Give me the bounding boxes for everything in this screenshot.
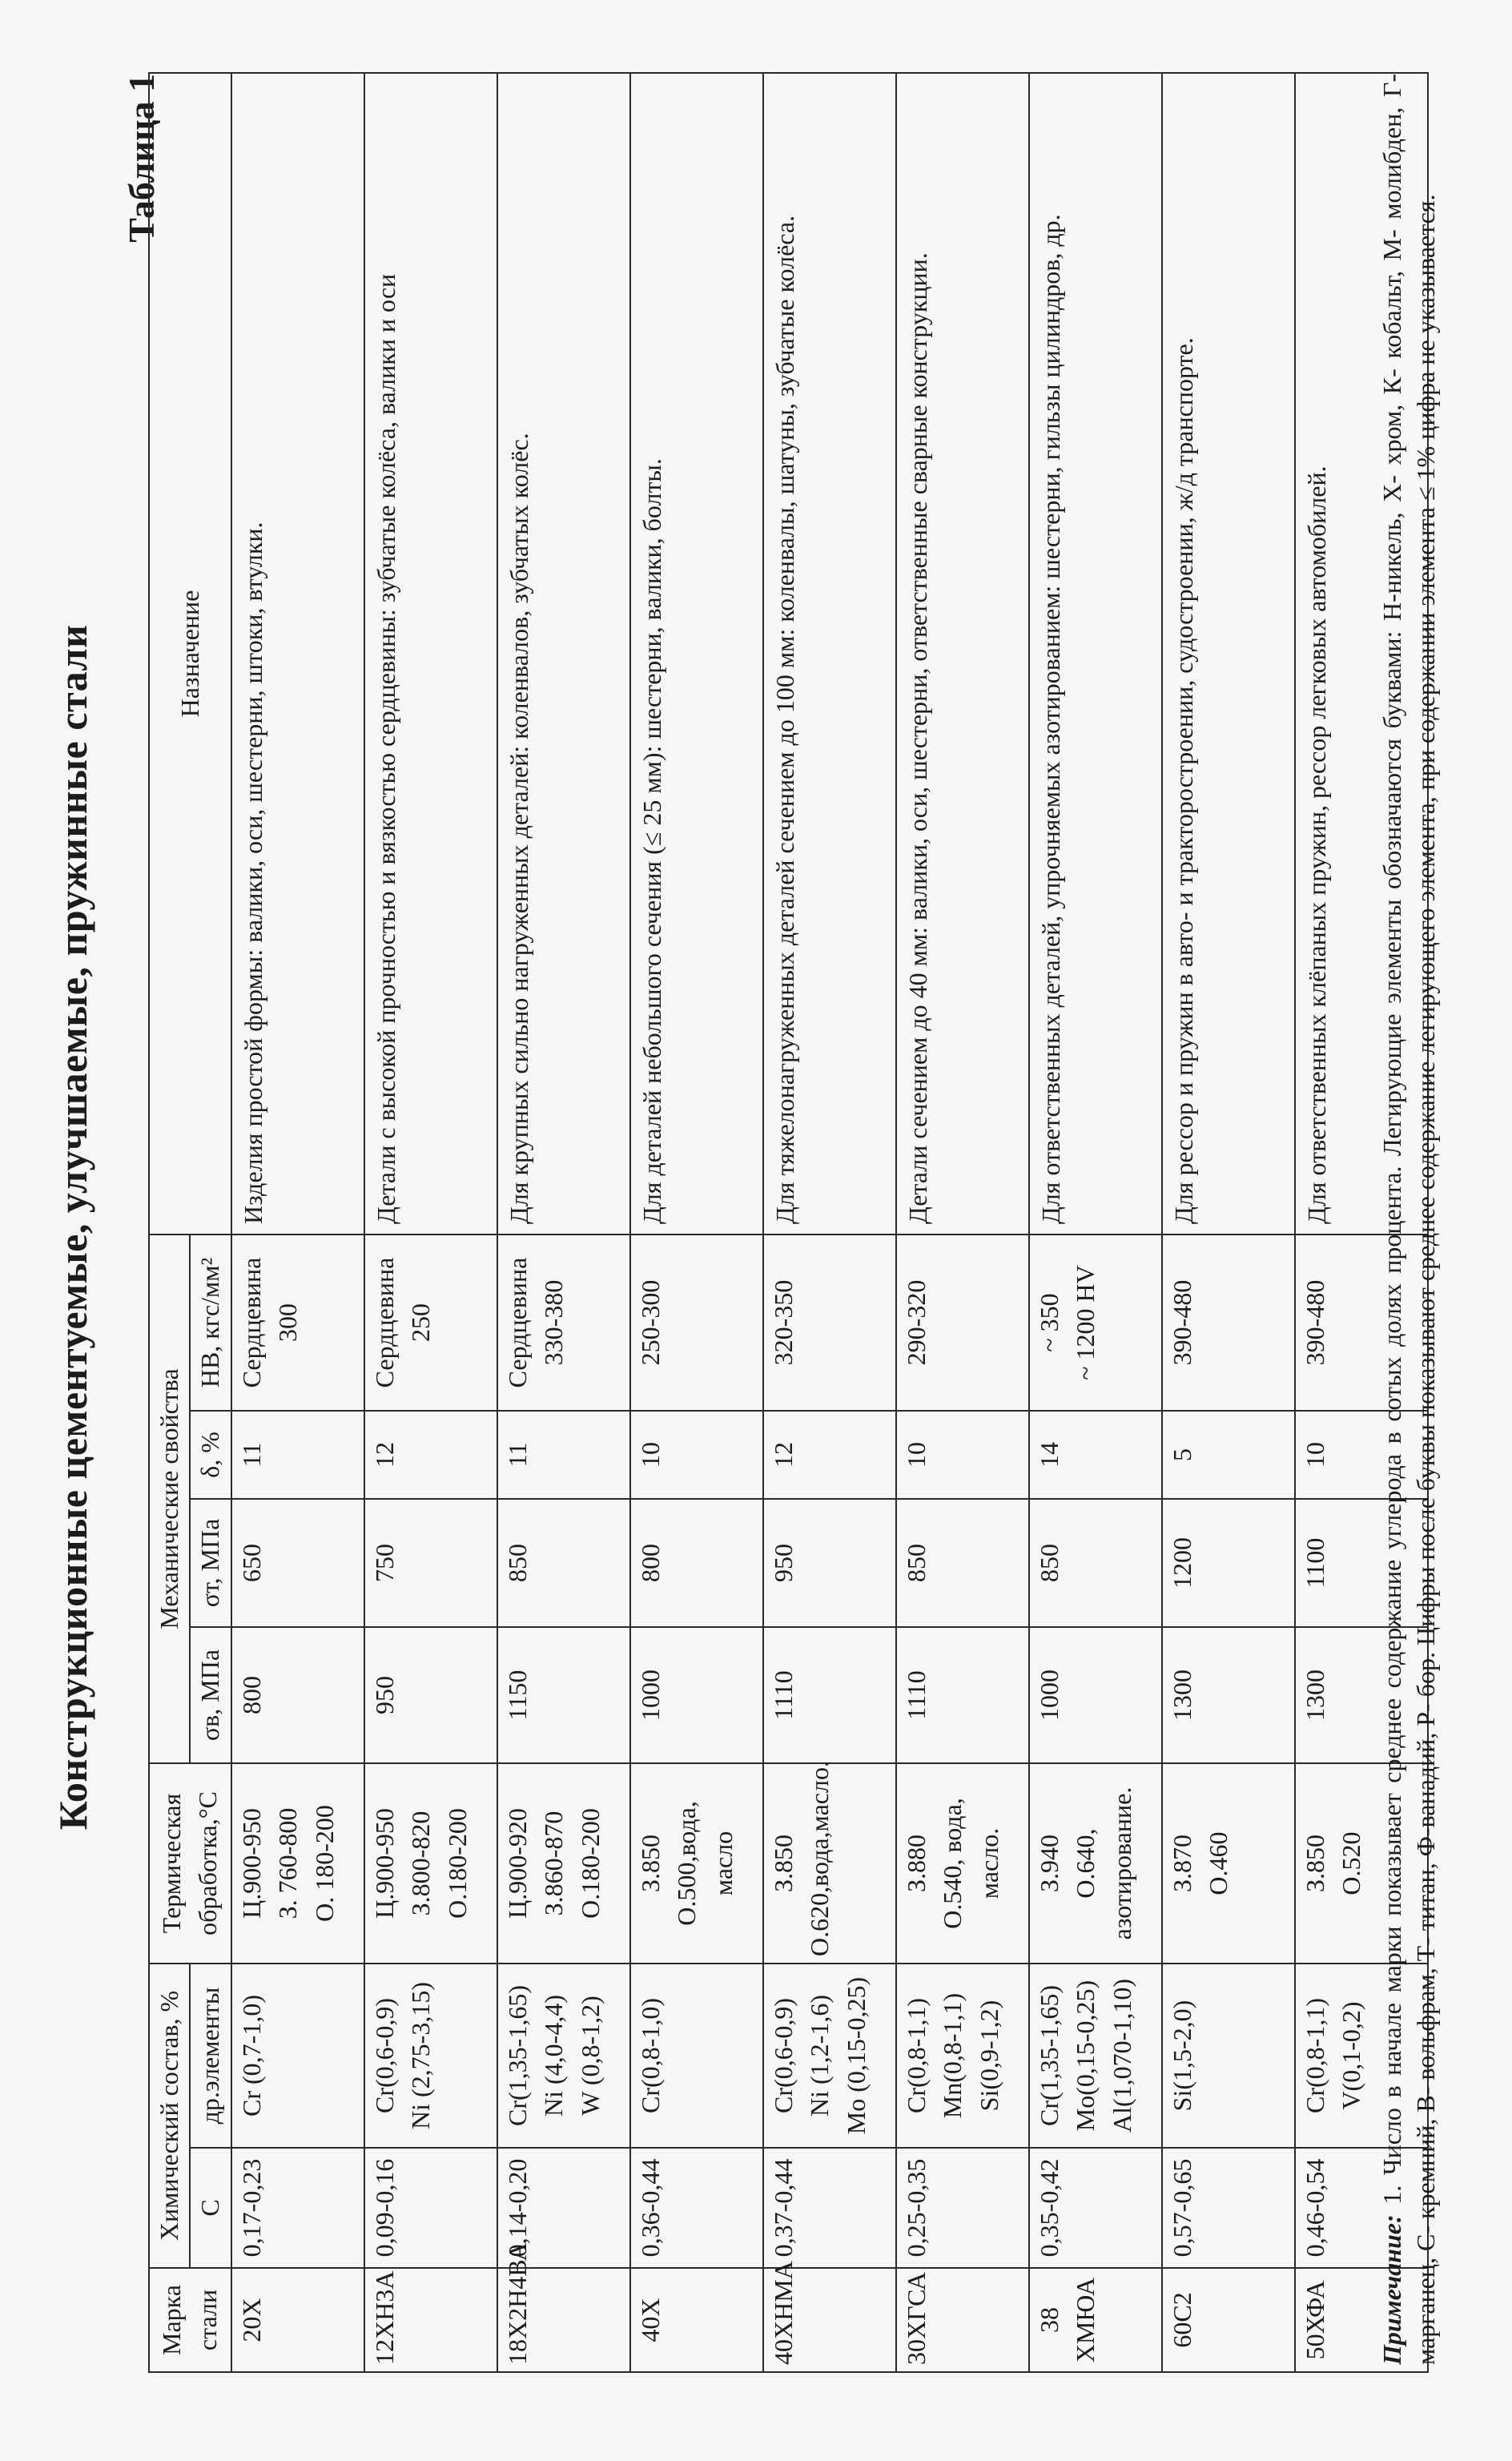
cell-hardness <box>231 1235 364 1411</box>
cell-grade: 40Х <box>630 2268 763 2372</box>
cell-yield-strength: 950 <box>763 1499 896 1627</box>
cell-hardness <box>763 1235 896 1411</box>
cell-grade: 60С2 <box>1162 2268 1295 2372</box>
cell-carbon: 0,36-0,44 <box>630 2148 763 2268</box>
header-mechanical-properties: Механические свойства <box>149 1235 190 1763</box>
cell-elongation: 5 <box>1162 1411 1295 1499</box>
header-purpose: Назначение <box>149 73 231 1235</box>
cell-heat-treatment-line: О.500,вода, <box>672 1801 702 1926</box>
cell-yield-strength: 800 <box>630 1499 763 1627</box>
cell-purpose <box>364 73 497 1235</box>
cell-tensile-strength: 800 <box>231 1627 364 1763</box>
cell-hardness-line: 290-320 <box>901 1279 931 1366</box>
cell-carbon: 0,17-0,23 <box>231 2148 364 2268</box>
purpose-text: Для рессор и пружин в авто- и тракторостроении, судостроении, ж/д транспорте. <box>1168 337 1198 1224</box>
cell-purpose <box>1162 73 1295 1235</box>
cell-elongation: 12 <box>364 1411 497 1499</box>
cell-elongation: 12 <box>763 1411 896 1499</box>
cell-elongation: 10 <box>896 1411 1029 1499</box>
purpose-text: Детали с высокой прочностью и вязкостью сердцевины: зубчатые колёса, валики и оси <box>371 273 400 1224</box>
cell-heat-treatment-line: Ц.900-920 <box>502 1808 532 1919</box>
cell-heat-treatment-line: З.860-870 <box>539 1811 569 1916</box>
cell-purpose <box>231 73 364 1235</box>
cell-heat-treatment <box>1029 1763 1162 1964</box>
purpose-text: Детали сечением до 40 мм: валики, оси, шестерни, ответственные сварные конструкции. <box>903 252 932 1224</box>
table-body <box>231 73 1428 2372</box>
cell-other-elements <box>896 1964 1029 2148</box>
cell-tensile-strength: 1150 <box>497 1627 630 1763</box>
purpose-text: Для ответственных деталей, упрочняемых азотированием: шестерни, гильзы цилиндров, др. <box>1035 214 1065 1224</box>
cell-hardness-line: 390-480 <box>1300 1279 1329 1366</box>
cell-other-elements-line: Mo (0,15-0,25) <box>841 1976 871 2135</box>
cell-tensile-strength: 1110 <box>763 1627 896 1763</box>
cell-hardness-line: 330-380 <box>539 1279 569 1366</box>
header-grade: Марка стали <box>149 2268 231 2372</box>
cell-heat-treatment-line: З.880 <box>901 1834 931 1893</box>
cell-purpose <box>1029 73 1162 1235</box>
cell-other-elements-line: Cr(0,8-1,1) <box>901 1998 931 2113</box>
header-tensile-strength: σв, МПа <box>190 1627 231 1763</box>
cell-hardness-line: Сердцевина <box>236 1257 266 1388</box>
table-number-label: Таблица 1 <box>121 74 162 243</box>
cell-other-elements-line: Cr(1,35-1,65) <box>1034 1985 1064 2126</box>
cell-other-elements <box>1162 1964 1295 2148</box>
cell-heat-treatment <box>231 1763 364 1964</box>
cell-carbon: 0,35-0,42 <box>1029 2148 1162 2268</box>
cell-hardness-line: 250-300 <box>635 1279 665 1366</box>
table-row <box>497 73 630 2372</box>
cell-carbon: 0,09-0,16 <box>364 2148 497 2268</box>
cell-heat-treatment-line: З.870 <box>1167 1834 1196 1893</box>
header-yield-strength: σт, МПа <box>190 1499 231 1627</box>
cell-carbon: 0,25-0,35 <box>896 2148 1029 2268</box>
cell-grade: 20Х <box>231 2268 364 2372</box>
cell-other-elements-line: Ni (1,2-1,6) <box>805 1995 834 2117</box>
cell-grade: 50ХФА <box>1295 2268 1428 2372</box>
cell-purpose <box>763 73 896 1235</box>
cell-other-elements-line: Ni (4,0-4,4) <box>539 1995 569 2117</box>
cell-carbon: 0,46-0,54 <box>1295 2148 1428 2268</box>
cell-yield-strength: 850 <box>896 1499 1029 1627</box>
cell-tensile-strength: 950 <box>364 1627 497 1763</box>
cell-elongation: 10 <box>1295 1411 1428 1499</box>
cell-heat-treatment-line: азотирование. <box>1107 1786 1136 1940</box>
cell-heat-treatment <box>364 1763 497 1964</box>
header-other-elements: др.элементы <box>190 1964 231 2148</box>
cell-grade: 40ХНМА <box>763 2268 896 2372</box>
cell-heat-treatment-line: З.850 <box>768 1834 798 1893</box>
cell-other-elements-line: W (0,8-1,2) <box>575 1996 605 2116</box>
cell-heat-treatment-line: масло. <box>974 1827 1003 1899</box>
cell-carbon: 0,14-0,20 <box>497 2148 630 2268</box>
footnote <box>1376 74 1442 2365</box>
cell-yield-strength: 1200 <box>1162 1499 1295 1627</box>
cell-other-elements-line: Cr(0,8-1,0) <box>635 1998 665 2113</box>
cell-purpose <box>630 73 763 1235</box>
purpose-text: Для ответственных клёпаных пружин, рессор легковых автомобилей. <box>1301 465 1331 1224</box>
cell-hardness-line: 300 <box>273 1303 303 1342</box>
cell-other-elements <box>231 1964 364 2148</box>
cell-hardness-line: ~ 350 <box>1034 1293 1064 1352</box>
cell-yield-strength: 850 <box>1029 1499 1162 1627</box>
footnote-label: Примечание: <box>1377 2214 1406 2365</box>
cell-grade: 18Х2Н4ВА <box>497 2268 630 2372</box>
cell-carbon: 0,37-0,44 <box>763 2148 896 2268</box>
cell-purpose <box>896 73 1029 1235</box>
cell-elongation: 10 <box>630 1411 763 1499</box>
cell-heat-treatment <box>763 1763 896 1964</box>
cell-other-elements-line: Cr(1,35-1,65) <box>502 1985 532 2126</box>
cell-heat-treatment <box>1162 1763 1295 1964</box>
cell-hardness <box>1162 1235 1295 1411</box>
cell-other-elements-line: Cr (0,7-1,0) <box>236 1995 266 2117</box>
table-row <box>364 73 497 2372</box>
table-row <box>763 73 896 2372</box>
cell-heat-treatment-line: О.520 <box>1337 1831 1366 1895</box>
cell-heat-treatment-line: О.180-200 <box>442 1808 472 1919</box>
cell-yield-strength: 650 <box>231 1499 364 1627</box>
table-row <box>231 73 364 2372</box>
cell-carbon: 0,57-0,65 <box>1162 2148 1295 2268</box>
header-chemical-composition: Химический состав, % <box>149 1964 190 2268</box>
header-heat-treatment: Термическая обработка,°С <box>149 1763 231 1964</box>
purpose-text: Изделия простой формы: валики, оси, шестерни, штоки, втулки. <box>238 522 267 1224</box>
cell-elongation: 11 <box>231 1411 364 1499</box>
cell-other-elements-line: Si(0,9-1,2) <box>974 2000 1003 2112</box>
cell-purpose <box>497 73 630 1235</box>
cell-heat-treatment-line: З.800-820 <box>406 1811 436 1916</box>
cell-hardness-line: ~ 1200 HV <box>1071 1265 1100 1380</box>
cell-grade: 30ХГСА <box>896 2268 1029 2372</box>
cell-other-elements-line: Cr(0,8-1,1) <box>1300 1998 1329 2113</box>
cell-other-elements-line: Mo(0,15-0,25) <box>1071 1980 1100 2132</box>
cell-heat-treatment <box>896 1763 1029 1964</box>
footnote-text: 1. Число в начале марки показывает среднее содержание углерода в сотых долях процента. Легирующие элементы обозначаются буквами: Н-никель, Х- хром, К- кобальт, М- молибден, Г- марганец, С- кремний, В- вольфрам, Т- титан, Ф-ванадий, Р- бор. Цифры после буквы показывают среднее содержание легирующего элемента, при содержании элемента ≤ 1% цифра не указывается. <box>1377 74 1440 2365</box>
cell-heat-treatment-line: З.850 <box>1300 1834 1329 1893</box>
cell-other-elements <box>364 1964 497 2148</box>
purpose-text: Для крупных сильно нагруженных деталей: коленвалов, зубчатых колёс. <box>504 433 533 1224</box>
cell-hardness <box>630 1235 763 1411</box>
cell-heat-treatment-line: О.180-200 <box>575 1808 605 1919</box>
steel-properties-table <box>148 72 1429 2373</box>
cell-heat-treatment-line: масло <box>708 1831 738 1896</box>
table-row <box>630 73 763 2372</box>
cell-heat-treatment-line: З.940 <box>1034 1834 1064 1893</box>
cell-tensile-strength: 1000 <box>630 1627 763 1763</box>
cell-hardness-line: Сердцевина <box>369 1257 399 1388</box>
cell-tensile-strength: 1300 <box>1162 1627 1295 1763</box>
cell-other-elements <box>1029 1964 1162 2148</box>
cell-other-elements-line: Cr(0,6-0,9) <box>768 1998 798 2113</box>
cell-tensile-strength: 1110 <box>896 1627 1029 1763</box>
cell-hardness <box>896 1235 1029 1411</box>
table-row <box>896 73 1029 2372</box>
cell-tensile-strength: 1300 <box>1295 1627 1428 1763</box>
header-hardness: НВ, кгс/мм² <box>190 1235 231 1411</box>
purpose-text: Для деталей небольшого сечения (≤ 25 мм): шестерни, валики, болты. <box>637 458 666 1224</box>
cell-other-elements-line: V(0,1-0,2) <box>1337 2001 1366 2110</box>
cell-elongation: 11 <box>497 1411 630 1499</box>
cell-grade: 38 ХМЮА <box>1029 2268 1162 2372</box>
cell-hardness <box>497 1235 630 1411</box>
cell-hardness-line: 320-350 <box>768 1279 798 1366</box>
header-carbon: C <box>190 2148 231 2268</box>
cell-heat-treatment-line: О. 180-200 <box>309 1805 339 1922</box>
cell-heat-treatment-line: О.460 <box>1204 1831 1233 1895</box>
cell-other-elements-line: Cr(0,6-0,9) <box>369 1998 399 2113</box>
cell-other-elements-line: Si(1,5-2,0) <box>1167 2000 1196 2112</box>
cell-other-elements <box>763 1964 896 2148</box>
cell-heat-treatment-line: Ц.900-950 <box>369 1808 399 1919</box>
cell-hardness-line: Сердцевина <box>502 1257 532 1388</box>
cell-other-elements-line: Ni (2,75-3,15) <box>406 1982 436 2129</box>
cell-yield-strength: 750 <box>364 1499 497 1627</box>
cell-heat-treatment-line: О.640, <box>1071 1828 1100 1899</box>
cell-other-elements <box>630 1964 763 2148</box>
table-header <box>149 73 231 2372</box>
document-title: Конструкционные цементуемые, улучшаемые, пружинные стали <box>50 624 95 1831</box>
cell-other-elements-line: Al(1,070-1,10) <box>1107 1979 1136 2133</box>
cell-hardness <box>364 1235 497 1411</box>
cell-other-elements-line: Mn(0,8-1,1) <box>938 1992 967 2119</box>
cell-heat-treatment-line: З.850 <box>635 1834 665 1893</box>
cell-heat-treatment-line: О.620,вода,масло. <box>805 1761 834 1956</box>
cell-yield-strength: 1100 <box>1295 1499 1428 1627</box>
cell-heat-treatment-line: О.540, вода, <box>938 1798 967 1929</box>
cell-other-elements <box>497 1964 630 2148</box>
table-row <box>1162 73 1295 2372</box>
cell-hardness <box>1029 1235 1162 1411</box>
cell-yield-strength: 850 <box>497 1499 630 1627</box>
header-elongation: δ, % <box>190 1411 231 1499</box>
cell-heat-treatment <box>497 1763 630 1964</box>
cell-heat-treatment-line: З. 760-800 <box>273 1807 303 1919</box>
purpose-text: Для тяжелонагруженных деталей сечением до 100 мм: коленвалы, шатуны, зубчатые колёса. <box>770 215 799 1224</box>
cell-elongation: 14 <box>1029 1411 1162 1499</box>
cell-heat-treatment <box>630 1763 763 1964</box>
cell-grade: 12ХН3А <box>364 2268 497 2372</box>
cell-heat-treatment-line: Ц.900-950 <box>236 1808 266 1919</box>
cell-hardness-line: 250 <box>406 1303 436 1342</box>
table-row <box>1029 73 1162 2372</box>
cell-hardness-line: 390-480 <box>1167 1279 1196 1366</box>
cell-tensile-strength: 1000 <box>1029 1627 1162 1763</box>
